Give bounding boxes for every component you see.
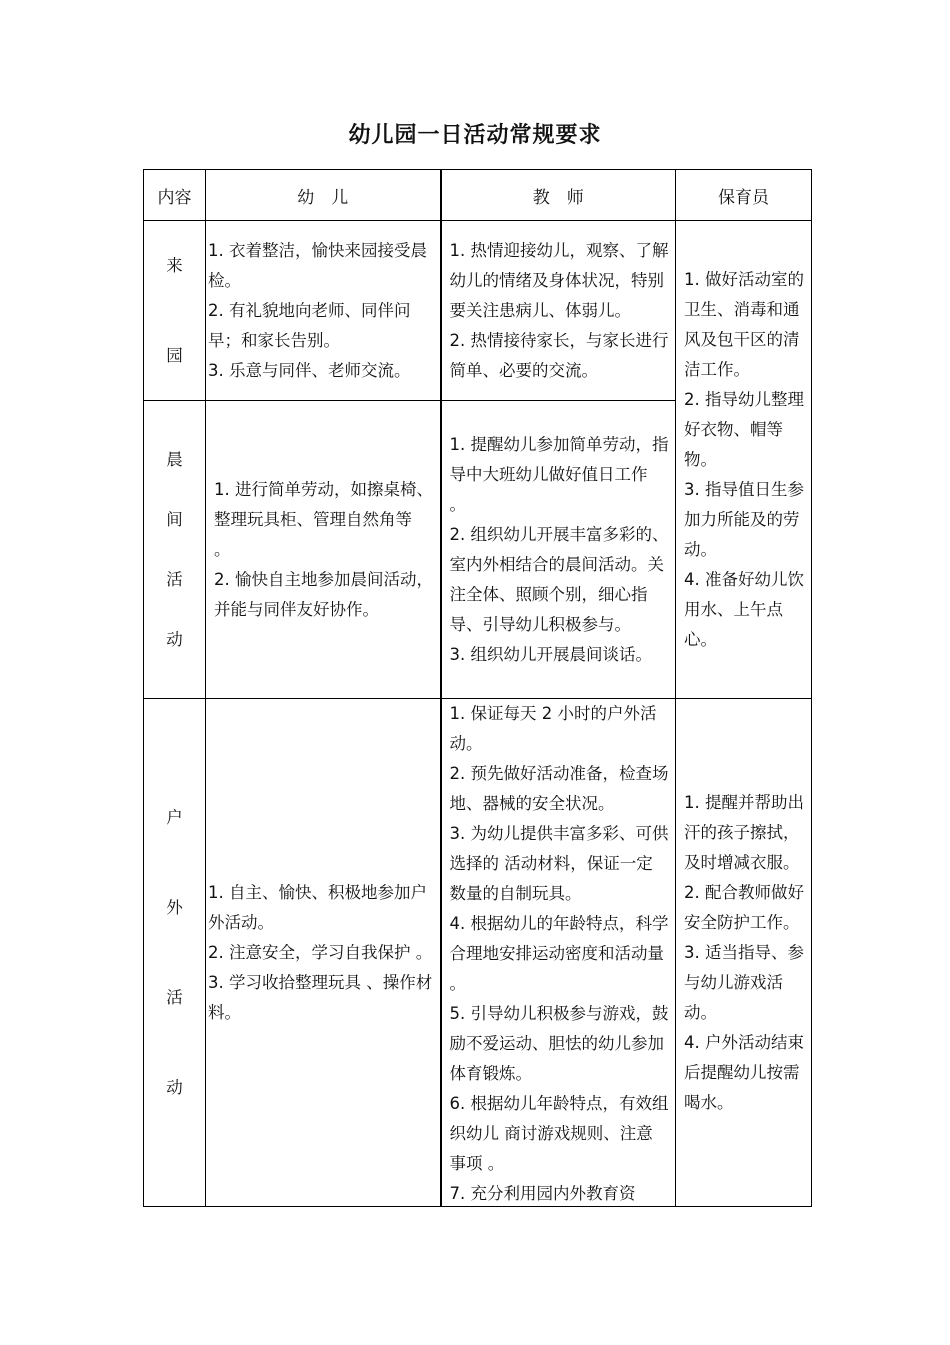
row-outdoor <box>144 699 812 1207</box>
list-item: 2. 热情接待家长，与家长进行简单、必要的交流。 <box>449 330 669 380</box>
header-content: 内容 <box>144 170 206 221</box>
list-item: 2. 注意安全，学习自我保护 。 <box>208 942 433 962</box>
list-item: 3. 组织幼儿开展晨间谈话。 <box>449 644 652 664</box>
header-caregiver: 保育员 <box>676 170 812 221</box>
outdoor-teacher-cell <box>441 699 676 1207</box>
header-row <box>144 170 812 221</box>
list-item: 6. 根据幼儿年龄特点，有效组织幼儿 商讨游戏规则、注意事项 。 <box>449 1094 669 1173</box>
list-item: 4. 根据幼儿的年龄特点，科学合理地安排运动密度和活动量 。 <box>449 914 669 993</box>
list-item: 2. 组织幼儿开展丰富多彩的、室内外相结合的晨间活动。关注全体、照顾个别，细心指导、引导幼儿积极参与。 <box>449 524 669 634</box>
list-item: 2. 指导幼儿整理好衣物、帽等物。 <box>684 389 804 469</box>
list-item: 2. 有礼貌地向老师、同伴问早；和家长告别。 <box>208 300 411 350</box>
list-item: 1. 提醒并帮助出汗的孩子擦拭，及时增减衣服。 <box>684 792 804 872</box>
row-label-morning: 晨 间 活 动 <box>144 401 206 699</box>
list-item: 5. 引导幼儿积极参与游戏，鼓励不爱运动、胆怯的幼儿参加体育锻炼。 <box>449 1004 669 1083</box>
outdoor-caregiver-cell <box>676 699 812 1207</box>
list-item: 3. 乐意与同伴、老师交流。 <box>208 360 411 380</box>
page-title: 幼儿园一日活动常规要求 <box>348 123 602 148</box>
arrival-child-cell <box>206 221 441 401</box>
list-item: 1. 做好活动室的卫生、消毒和通风及包干区的清洁工作。 <box>684 269 804 379</box>
outdoor-teacher-list <box>450 699 670 1206</box>
header-child: 幼 儿 <box>206 170 441 221</box>
outdoor-child-cell <box>206 699 441 1207</box>
list-item: 3. 学习收拾整理玩具 、操作材料。 <box>208 972 433 1022</box>
list-item: 3. 指导值日生参加力所能及的劳动。 <box>684 479 804 559</box>
list-item: 1. 自主、愉快、积极地参加户外活动。 <box>208 882 427 932</box>
list-item: 2. 预先做好活动准备，检查场地、器械的安全状况。 <box>449 764 669 813</box>
list-item: 2. 愉快自主地参加晨间活动，并能与同伴友好协作。 <box>214 569 433 619</box>
row-arrival <box>144 221 812 401</box>
arrival-teacher-cell <box>441 221 676 401</box>
list-item: 1. 提醒幼儿参加简单劳动，指导中大班幼儿做好值日工作 。 <box>449 434 669 514</box>
morning-teacher-cell <box>441 401 676 699</box>
row-label-arrival: 来 园 <box>144 221 206 401</box>
routine-table <box>143 169 812 1207</box>
list-item: 1. 保证每天 2 小时的户外活动。 <box>449 704 657 753</box>
row-label-outdoor: 户 外 活 动 <box>144 699 206 1207</box>
list-item: 7. 充分利用园内外教育资 <box>449 1184 636 1203</box>
caregiver-top-cell <box>676 221 812 699</box>
list-item: 3. 适当指导、参与幼儿游戏活动。 <box>684 942 804 1022</box>
morning-child-cell <box>206 401 441 699</box>
list-item: 3. 为幼儿提供丰富多彩、可供选择的 活动材料，保证一定数量的自制玩具。 <box>449 824 669 903</box>
list-item: 4. 准备好幼儿饮用水、上午点心。 <box>684 569 804 649</box>
list-item: 1. 衣着整洁，愉快来园接受晨检。 <box>208 240 427 290</box>
header-teacher: 教 师 <box>441 170 676 221</box>
list-item: 4. 户外活动结束后提醒幼儿按需喝水。 <box>684 1032 804 1112</box>
list-item: 2. 配合教师做好安全防护工作。 <box>684 882 804 932</box>
list-item: 1. 进行简单劳动，如擦桌椅、整理玩具柜、管理自然角等 。 <box>214 479 433 559</box>
list-item: 1. 热情迎接幼儿，观察、了解幼儿的情绪及身体状况，特别要关注患病儿、体弱儿。 <box>449 240 669 320</box>
